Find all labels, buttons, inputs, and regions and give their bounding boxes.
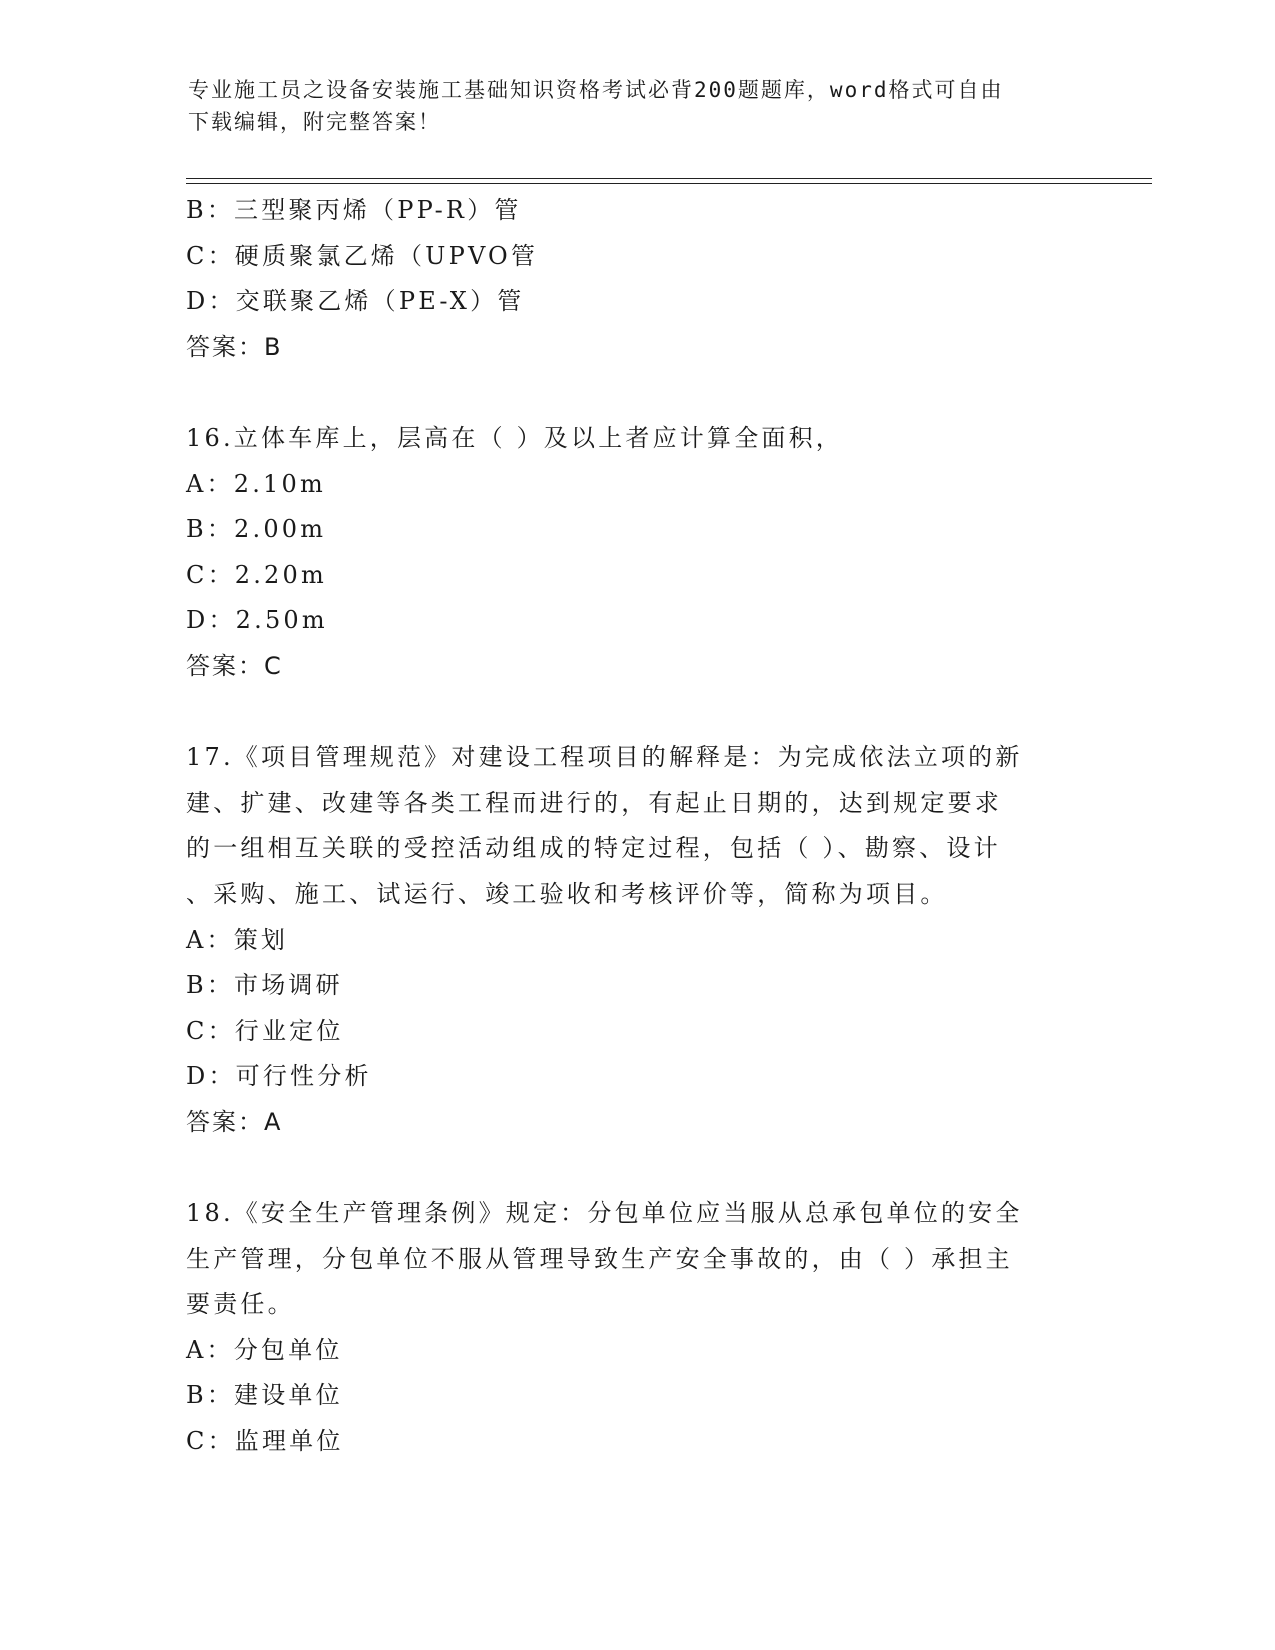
question-text-line: 、采购、施工、试运行、竣工验收和考核评价等，简称为项目。 — [186, 879, 948, 908]
header-line-1: 专业施工员之设备安装施工基础知识资格考试必背200题题库，word格式可自由 — [188, 78, 1004, 102]
option-c: C：硬质聚氯乙烯（UPVO管 — [186, 241, 539, 270]
answer: 答案：A — [186, 1107, 283, 1136]
header-rule-top — [186, 178, 1152, 179]
question-text-line: 生产管理，分包单位不服从管理导致生产安全事故的，由（ ）承担主 — [186, 1244, 1013, 1273]
option-c: C：监理单位 — [186, 1427, 344, 1456]
question-17 — [186, 735, 1086, 1145]
option-b: B：2.00m — [186, 515, 327, 544]
document-body — [186, 188, 1086, 1465]
question-text: 16.立体车库上，层高在（ ）及以上者应计算全面积， — [186, 423, 843, 452]
document-header — [188, 74, 1068, 138]
option-b: B：三型聚丙烯（PP-R）管 — [186, 196, 522, 224]
answer: 答案：C — [186, 651, 283, 680]
option-c: C：行业定位 — [186, 1016, 344, 1045]
question-text-line: 17.《项目管理规范》对建设工程项目的解释是：为完成依法立项的新 — [186, 743, 1023, 772]
header-rule-bottom — [186, 183, 1152, 184]
option-c: C：2.20m — [186, 560, 327, 589]
question-text-line: 要责任。 — [186, 1290, 295, 1319]
header-line-2: 下载编辑，附完整答案！ — [188, 110, 441, 134]
question-18 — [186, 1191, 1086, 1465]
option-b: B：市场调研 — [186, 971, 343, 1000]
option-d: D：交联聚乙烯（PE-X）管 — [186, 287, 525, 316]
answer: 答案：B — [186, 332, 283, 361]
option-a: A：分包单位 — [186, 1335, 343, 1364]
question-text-line: 的一组相互关联的受控活动组成的特定过程，包括（ ）、勘察、设计 — [186, 834, 1001, 863]
option-d: D：2.50m — [186, 606, 328, 635]
option-a: A：策划 — [186, 925, 289, 954]
question-15-continued — [186, 188, 1086, 370]
question-text-line: 18.《安全生产管理条例》规定：分包单位应当服从总承包单位的安全 — [186, 1199, 1023, 1228]
question-text-line: 建、扩建、改建等各类工程而进行的，有起止日期的，达到规定要求 — [186, 788, 1002, 817]
question-16 — [186, 416, 1086, 690]
option-a: A：2.10m — [186, 469, 326, 498]
option-b: B：建设单位 — [186, 1381, 343, 1410]
option-d: D：可行性分析 — [186, 1062, 372, 1091]
